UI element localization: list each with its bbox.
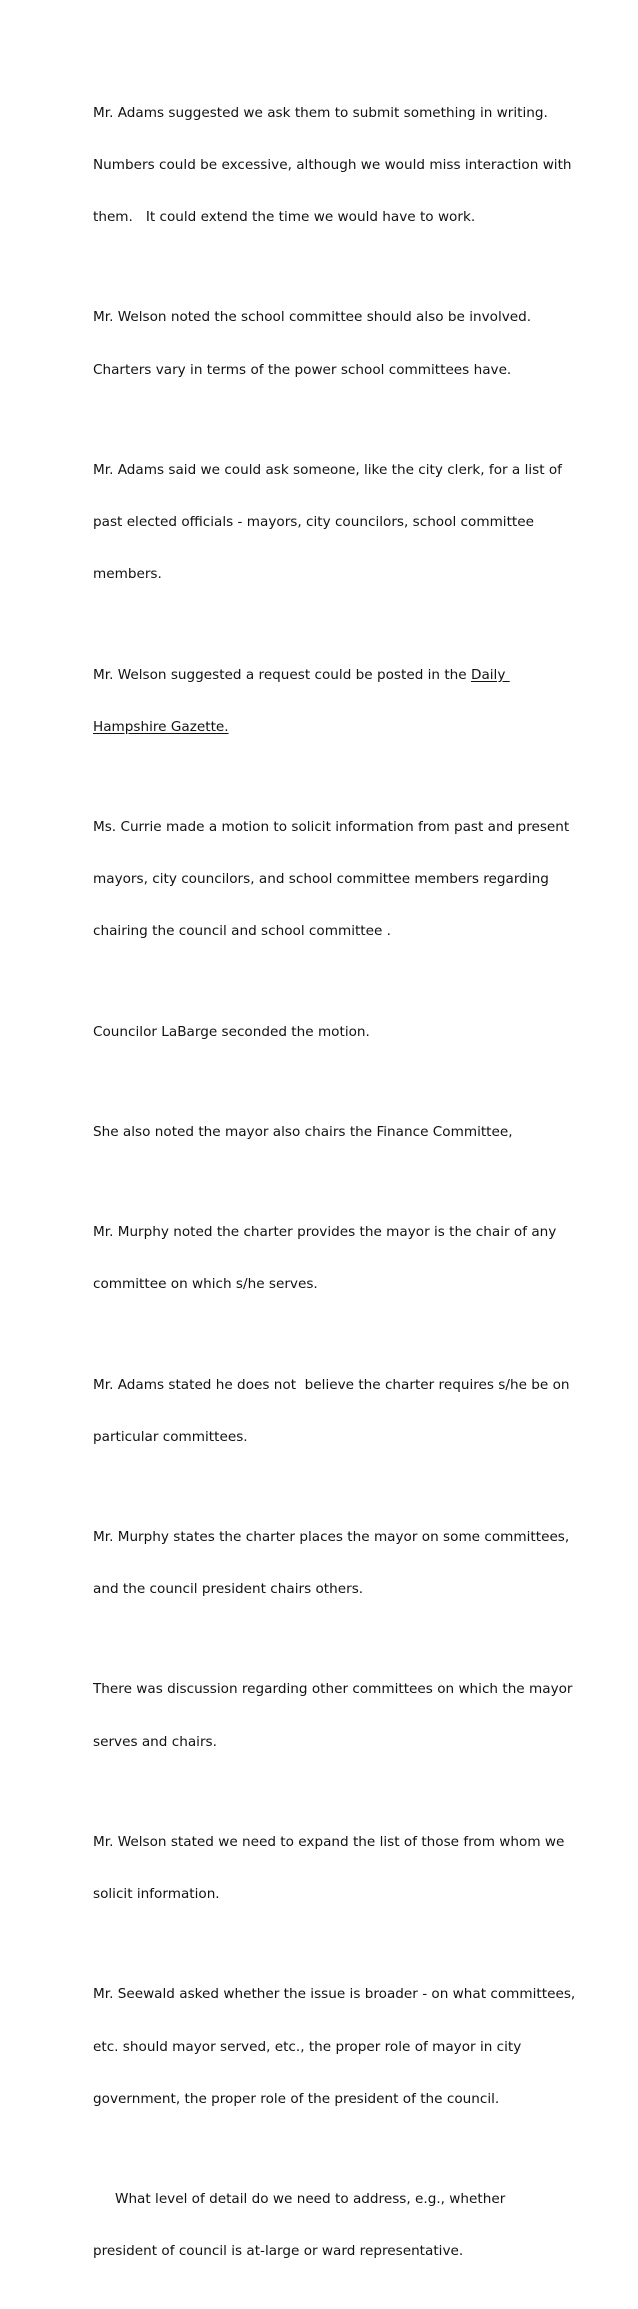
text-line: serves and chairs. xyxy=(93,1733,217,1750)
paragraph-adams-writing xyxy=(93,70,572,261)
text-line: Mr. Murphy states the charter places the mayor on some committees, xyxy=(93,1528,570,1545)
text-line: etc. should mayor served, etc., the proper role of mayor in city xyxy=(93,2038,522,2055)
text-run: What level of detail do we need to address, e.g., whether xyxy=(115,2190,506,2207)
text-line: Mr. Adams suggested we ask them to submit something in writing. xyxy=(93,104,548,121)
text-line: past elected officials - mayors, city councilors, school committee xyxy=(93,514,534,531)
paragraph-welson-expand xyxy=(93,1799,563,1938)
text-line xyxy=(93,719,563,736)
paragraph-finance-committee xyxy=(93,1089,563,1176)
text-line: She also noted the mayor also chairs the Finance Committee, xyxy=(93,1123,513,1140)
text-line: Mr. Adams said we could ask someone, like the city clerk, for a list of xyxy=(93,461,562,478)
text-line: particular committees. xyxy=(93,1428,248,1445)
paragraph-murphy-places xyxy=(93,1494,570,1633)
paragraph-adams-city-clerk xyxy=(93,427,563,618)
text-line: Numbers could be excessive, although we would miss interaction with xyxy=(93,157,572,174)
text-line: members. xyxy=(93,566,162,583)
text-line: and the council president chairs others. xyxy=(93,1581,364,1598)
text-line: Mr. Seewald asked whether the issue is broader - on what committees, xyxy=(93,1986,576,2003)
text-line: Councilor LaBarge seconded the motion. xyxy=(93,1023,370,1040)
gazette-title-link-continued[interactable]: Hampshire Gazette. xyxy=(93,718,229,735)
paragraph-currie-motion xyxy=(93,784,570,975)
paragraph-murphy-chair xyxy=(93,1189,563,1328)
text-line: Ms. Currie made a motion to solicit information from past and present xyxy=(93,819,570,835)
text-line: committee on which s/he serves. xyxy=(93,1276,318,1293)
text-line: them. It could extend the time we would have to work. xyxy=(93,209,476,226)
text-line: Mr. Welson stated we need to expand the list of those from whom we xyxy=(93,1833,565,1850)
text-line: Mr. Welson noted the school committee should also be involved. xyxy=(93,309,532,326)
text-run: Mr. Welson suggested a request could be posted in the xyxy=(93,666,471,683)
text-line: There was discussion regarding other committees on which the mayor xyxy=(93,1681,573,1698)
text-line: government, the proper role of the president of the council. xyxy=(93,2090,500,2107)
paragraph-discussion xyxy=(93,1647,573,1786)
text-line: solicit information. xyxy=(93,1886,220,1903)
text-line: Charters vary in terms of the power school committees have. xyxy=(93,361,512,378)
paragraph-labarge-second xyxy=(93,989,563,1076)
text-line: mayors, city councilors, and school committee members regarding xyxy=(93,871,549,888)
document-body xyxy=(93,70,576,2309)
text-line: president of council is at-large or ward representative. xyxy=(93,2243,464,2260)
paragraph-adams-committees xyxy=(93,1342,570,1481)
paragraph-seewald-broader xyxy=(93,1951,576,2142)
paragraph-welson-school-committee xyxy=(93,275,563,414)
paragraph-welson-gazette xyxy=(93,632,563,771)
text-line xyxy=(93,667,563,684)
text-line: Mr. Murphy noted the charter provides the mayor is the chair of any xyxy=(93,1224,557,1241)
text-line: Mr. Adams stated he does not believe the charter requires s/he be on xyxy=(93,1376,570,1393)
paragraph-level-of-detail xyxy=(93,2156,563,2295)
text-line xyxy=(93,2191,563,2208)
gazette-title-link[interactable]: Daily xyxy=(470,666,510,683)
text-line: chairing the council and school committee . xyxy=(93,923,392,940)
